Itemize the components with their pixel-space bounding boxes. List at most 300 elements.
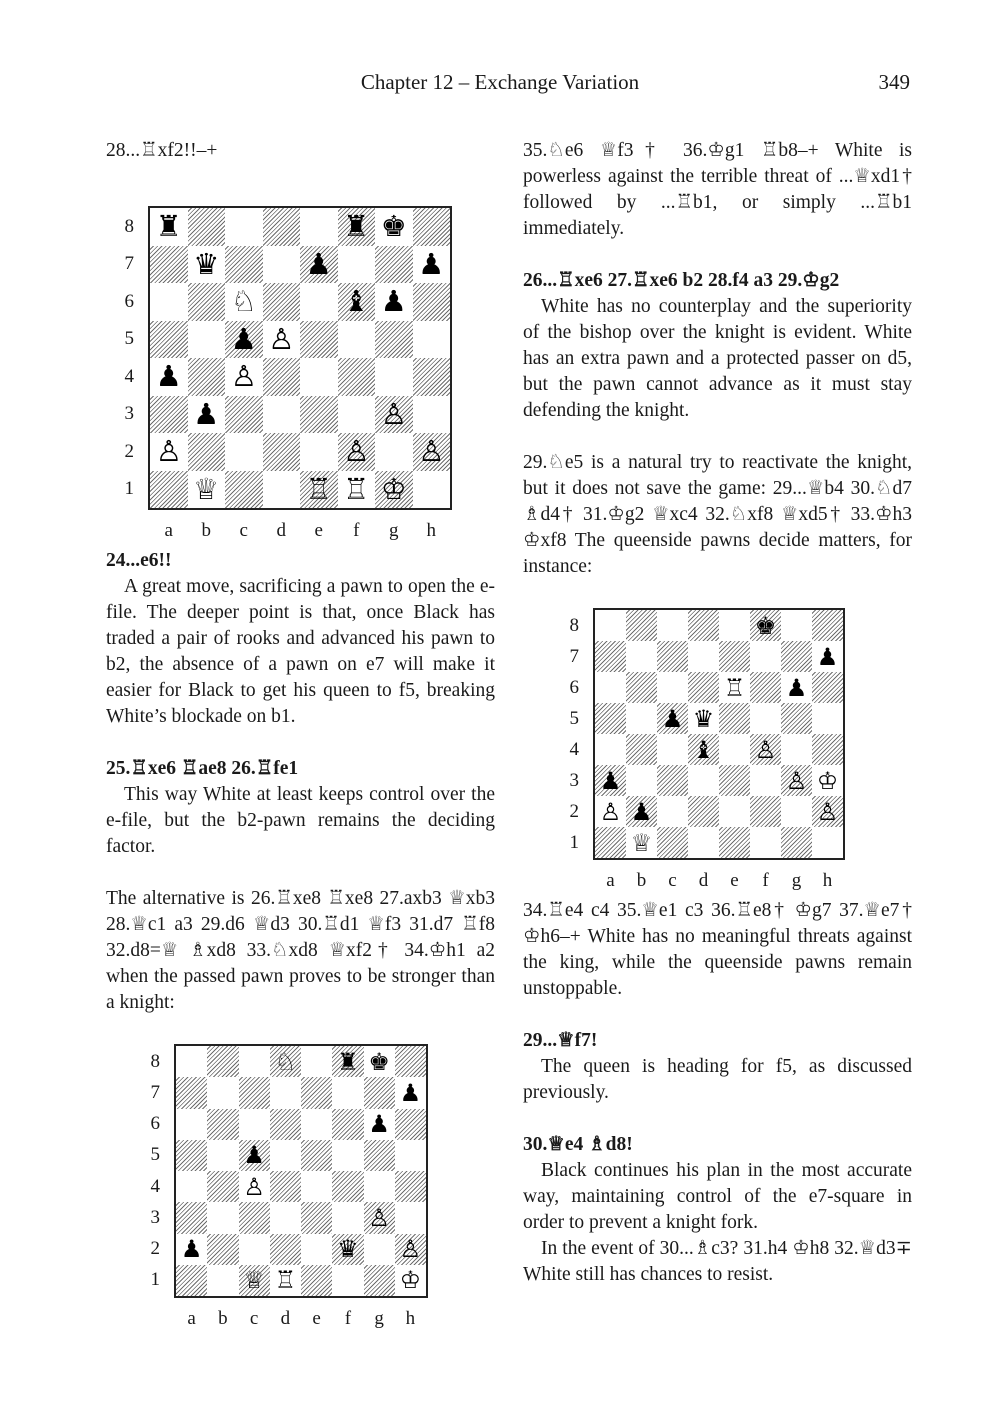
paragraph: The alternative is 26.♖xe8 ♖xe8 27.axb3 ♕xb3 28.♕c1 a3 29.d6 ♕d3 30.♖d1 ♕f3 31.d7 ♖f8 32.d8=♕ ♗xd8 33.♘xd8 ♕xf2† 34.♔h1 a2 when the passed pawn proves to be stronger than a knight: [106, 888, 495, 1013]
board-square-e2 [301, 1234, 332, 1265]
board-square-e5 [719, 703, 750, 734]
board-square-b6 [626, 672, 657, 703]
board-square-b8 [626, 610, 657, 641]
file-label: g [374, 1308, 384, 1329]
move-heading: 30.♕e4 ♗d8! [523, 1134, 633, 1155]
board-square-c3 [239, 1202, 270, 1233]
board-square-f6 [338, 283, 376, 321]
board-square-c8 [657, 610, 688, 641]
board-square-a7 [595, 641, 626, 672]
white-rook-icon: ♖ [305, 471, 332, 506]
board-square-h8 [413, 208, 451, 246]
board-square-h1 [395, 1265, 426, 1296]
board-square-a2 [176, 1234, 207, 1265]
board-square-d3 [688, 765, 719, 796]
board-square-b8 [207, 1046, 238, 1077]
board-square-g7 [375, 246, 413, 284]
board-square-d2 [688, 796, 719, 827]
board-square-a3 [176, 1202, 207, 1233]
board-square-g6 [364, 1109, 395, 1140]
file-label: c [668, 870, 677, 891]
board-square-c4 [657, 734, 688, 765]
board-square-c5 [657, 703, 688, 734]
rank-label: 7 [124, 253, 134, 275]
board-square-g5 [781, 703, 812, 734]
board-square-f4 [750, 734, 781, 765]
paragraph: A great move, sacrificing a pawn to open the e-file. The deeper point is that, once Black has traded a pair of rooks and advanced his pawn to b2, the absence of a pawn on e7 will make it easier for Black to get his queen to f5, breaking White’s blockade on b1. [106, 576, 495, 727]
file-label: a [606, 870, 615, 891]
board-square-b4 [626, 734, 657, 765]
board-square-f1 [750, 827, 781, 858]
white-queen-icon: ♕ [243, 1266, 265, 1295]
board-square-c6 [657, 672, 688, 703]
white-pawn-icon: ♙ [380, 396, 407, 431]
board-square-g4 [364, 1171, 395, 1202]
black-king-icon: ♚ [380, 209, 407, 244]
board-square-h7 [812, 641, 843, 672]
rank-label: 3 [569, 769, 579, 791]
board-square-b6 [188, 283, 226, 321]
black-pawn-icon: ♟ [243, 1141, 265, 1170]
board-square-h2 [413, 433, 451, 471]
rank-label: 2 [124, 440, 134, 462]
black-king-icon: ♚ [368, 1047, 390, 1076]
board-square-f2 [338, 433, 376, 471]
board-square-c8 [225, 208, 263, 246]
board-square-h6 [812, 672, 843, 703]
board-square-a3 [150, 396, 188, 434]
board-square-c7 [239, 1077, 270, 1108]
board-square-a2 [150, 433, 188, 471]
file-label: b [201, 520, 211, 541]
board-square-e1 [301, 1265, 332, 1296]
board-square-d8 [263, 208, 301, 246]
board-square-a8 [150, 208, 188, 246]
board-square-g2 [364, 1234, 395, 1265]
board-square-b5 [207, 1140, 238, 1171]
board-square-e5 [301, 1140, 332, 1171]
board-square-c2 [239, 1234, 270, 1265]
board-square-g6 [375, 283, 413, 321]
left-column [106, 138, 495, 1329]
file-label: b [218, 1308, 228, 1329]
white-pawn-icon: ♙ [599, 797, 622, 826]
board-square-f5 [750, 703, 781, 734]
board-square-c2 [657, 796, 688, 827]
board-square-b4 [188, 358, 226, 396]
board-square-d8 [688, 610, 719, 641]
white-pawn-icon: ♙ [785, 766, 808, 795]
rank-label: 7 [569, 645, 579, 667]
board-square-g3 [375, 396, 413, 434]
file-label: g [389, 520, 399, 541]
board-square-e1 [300, 471, 338, 509]
white-pawn-icon: ♙ [155, 434, 182, 469]
board-square-b3 [207, 1202, 238, 1233]
white-knight-icon: ♘ [230, 284, 257, 319]
board-square-h7 [413, 246, 451, 284]
black-pawn-icon: ♟ [368, 1110, 390, 1139]
white-pawn-icon: ♙ [816, 797, 839, 826]
white-pawn-icon: ♙ [343, 434, 370, 469]
chess-board [148, 206, 452, 510]
white-king-icon: ♔ [380, 471, 407, 506]
board-square-a5 [176, 1140, 207, 1171]
board-square-a6 [176, 1109, 207, 1140]
board-square-b3 [188, 396, 226, 434]
white-pawn-icon: ♙ [418, 434, 445, 469]
board-square-e6 [719, 672, 750, 703]
board-square-g8 [781, 610, 812, 641]
board-square-c1 [657, 827, 688, 858]
board-square-a4 [176, 1171, 207, 1202]
white-king-icon: ♔ [816, 766, 839, 795]
rank-label: 8 [569, 614, 579, 636]
file-label: e [312, 1308, 321, 1329]
board-square-a4 [595, 734, 626, 765]
board-square-g8 [364, 1046, 395, 1077]
board-square-d7 [688, 641, 719, 672]
black-bishop-icon: ♝ [343, 284, 370, 319]
board-square-h2 [812, 796, 843, 827]
rank-label: 3 [150, 1206, 160, 1228]
black-pawn-icon: ♟ [816, 642, 839, 671]
board-square-f5 [338, 321, 376, 359]
board-square-e6 [300, 283, 338, 321]
move-heading: 29...♕f7! [523, 1030, 598, 1051]
paragraph: The queen is heading for f5, as discussed previously. [523, 1056, 912, 1103]
board-square-e8 [301, 1046, 332, 1077]
rank-label: 5 [124, 328, 134, 350]
paragraph: In the event of 30...♗c3? 31.h4 ♔h8 32.♕d3∓ White still has chances to resist. [523, 1238, 912, 1285]
board-square-c5 [225, 321, 263, 359]
chess-diagram-1 [106, 190, 495, 548]
board-square-f3 [750, 765, 781, 796]
board-square-a5 [150, 321, 188, 359]
board-square-b7 [626, 641, 657, 672]
board-square-b4 [207, 1171, 238, 1202]
black-pawn-icon: ♟ [230, 321, 257, 356]
board-square-f2 [332, 1234, 363, 1265]
board-square-b1 [207, 1265, 238, 1296]
rank-label: 1 [124, 478, 134, 500]
board-square-g8 [375, 208, 413, 246]
board-square-b5 [188, 321, 226, 359]
board-square-d2 [263, 433, 301, 471]
black-rook-icon: ♜ [337, 1047, 359, 1076]
rank-label: 5 [150, 1144, 160, 1166]
board-square-a1 [595, 827, 626, 858]
board-square-h5 [395, 1140, 426, 1171]
board-square-h8 [395, 1046, 426, 1077]
board-square-d8 [270, 1046, 301, 1077]
board-square-e4 [300, 358, 338, 396]
board-square-b2 [626, 796, 657, 827]
board-square-a8 [176, 1046, 207, 1077]
board-square-g1 [364, 1265, 395, 1296]
file-label: h [426, 520, 436, 541]
board-square-b1 [626, 827, 657, 858]
rank-label: 3 [124, 403, 134, 425]
white-pawn-icon: ♙ [243, 1172, 265, 1201]
black-queen-icon: ♛ [337, 1235, 359, 1264]
board-square-g5 [375, 321, 413, 359]
board-square-a7 [150, 246, 188, 284]
file-label: f [762, 870, 769, 891]
rank-label: 5 [569, 707, 579, 729]
white-queen-icon: ♕ [630, 828, 653, 857]
board-square-g6 [781, 672, 812, 703]
paragraph: This way White at least keeps control over the e-file, but the b2-pawn remains the deciding factor. [106, 784, 495, 857]
chess-board [174, 1044, 428, 1298]
file-label: e [314, 520, 323, 541]
file-label: h [822, 870, 833, 891]
board-square-a6 [150, 283, 188, 321]
white-rook-icon: ♖ [343, 471, 370, 506]
board-square-d1 [263, 471, 301, 509]
board-square-d5 [688, 703, 719, 734]
board-square-e3 [301, 1202, 332, 1233]
board-square-d1 [688, 827, 719, 858]
rank-label: 6 [124, 290, 134, 312]
board-square-b6 [207, 1109, 238, 1140]
chess-diagram-2 [106, 1016, 495, 1329]
board-square-d6 [688, 672, 719, 703]
board-square-h3 [812, 765, 843, 796]
black-pawn-icon: ♟ [399, 1078, 422, 1107]
black-pawn-icon: ♟ [630, 797, 653, 826]
board-square-d3 [263, 396, 301, 434]
board-square-e7 [301, 1077, 332, 1108]
board-square-c4 [239, 1171, 270, 1202]
board-square-a7 [176, 1077, 207, 1108]
board-square-e4 [301, 1171, 332, 1202]
board-square-c5 [239, 1140, 270, 1171]
paragraph: Black continues his plan in the most accurate way, maintaining control of the e7-square in order to prevent a knight fork. [523, 1160, 912, 1233]
board-square-f6 [332, 1109, 363, 1140]
board-square-h3 [395, 1202, 426, 1233]
move-text: 28...♖xf2!!–+ [106, 140, 218, 161]
board-square-e3 [719, 765, 750, 796]
board-square-b7 [207, 1077, 238, 1108]
chess-board [593, 608, 845, 860]
rank-label: 6 [569, 676, 579, 698]
paragraph: White has no counterplay and the superiority of the bishop over the knight is evident. White has an extra pawn and a protected passer on d5, but the pawn cannot advance as it must stay defending the knight. [523, 296, 912, 421]
board-square-g7 [781, 641, 812, 672]
running-head [0, 70, 1000, 100]
board-square-f5 [332, 1140, 363, 1171]
board-square-e7 [719, 641, 750, 672]
rank-label: 2 [150, 1238, 160, 1260]
board-square-f1 [332, 1265, 363, 1296]
board-square-f3 [338, 396, 376, 434]
file-label: d [276, 520, 286, 541]
board-square-d2 [270, 1234, 301, 1265]
board-square-f8 [750, 610, 781, 641]
board-square-b1 [188, 471, 226, 509]
file-label: f [344, 1308, 352, 1329]
black-pawn-icon: ♟ [599, 766, 622, 795]
rank-label: 7 [150, 1081, 160, 1103]
board-square-d5 [270, 1140, 301, 1171]
file-label: f [353, 520, 360, 541]
board-square-h6 [395, 1109, 426, 1140]
board-square-a1 [176, 1265, 207, 1296]
board-square-c1 [239, 1265, 270, 1296]
file-label: d [280, 1308, 291, 1329]
board-square-f7 [332, 1077, 363, 1108]
board-square-e3 [300, 396, 338, 434]
black-pawn-icon: ♟ [380, 284, 407, 319]
white-king-icon: ♔ [399, 1266, 422, 1295]
board-square-b2 [207, 1234, 238, 1265]
board-square-h1 [413, 471, 451, 509]
white-rook-icon: ♖ [274, 1266, 297, 1295]
rank-label: 6 [150, 1113, 160, 1135]
board-square-f7 [338, 246, 376, 284]
board-square-h8 [812, 610, 843, 641]
black-bishop-icon: ♝ [692, 735, 715, 764]
black-pawn-icon: ♟ [180, 1235, 203, 1264]
black-queen-icon: ♛ [692, 704, 715, 733]
board-square-d3 [270, 1202, 301, 1233]
board-square-c2 [225, 433, 263, 471]
board-square-g2 [375, 433, 413, 471]
board-square-c3 [225, 396, 263, 434]
board-square-a2 [595, 796, 626, 827]
board-square-g7 [364, 1077, 395, 1108]
white-pawn-icon: ♙ [230, 359, 257, 394]
board-square-g1 [375, 471, 413, 509]
board-square-f6 [750, 672, 781, 703]
board-square-g3 [781, 765, 812, 796]
board-square-b5 [626, 703, 657, 734]
white-knight-icon: ♘ [274, 1047, 297, 1076]
black-rook-icon: ♜ [343, 209, 370, 244]
board-square-b3 [626, 765, 657, 796]
board-square-e1 [719, 827, 750, 858]
board-square-h7 [395, 1077, 426, 1108]
board-square-g4 [375, 358, 413, 396]
board-square-h4 [413, 358, 451, 396]
board-square-c6 [225, 283, 263, 321]
page-number: 349 [878, 70, 910, 94]
file-label: g [791, 870, 802, 891]
board-square-c4 [225, 358, 263, 396]
board-square-h5 [413, 321, 451, 359]
file-label: c [239, 520, 248, 541]
board-square-e8 [719, 610, 750, 641]
board-square-e5 [300, 321, 338, 359]
board-square-a1 [150, 471, 188, 509]
board-square-f1 [338, 471, 376, 509]
black-pawn-icon: ♟ [418, 246, 445, 281]
paragraph: 29.♘e5 is a natural try to reactivate the knight, but it does not save the game: 29...♕b4 30.♘d7 ♗d4† 31.♔g2 ♕xc4 32.♘xf8 ♕xd5† 33.♔h3 ♔xf8 The queenside pawns decide matters, for instance: [523, 452, 912, 577]
rank-label: 8 [150, 1050, 160, 1072]
white-pawn-icon: ♙ [268, 321, 295, 356]
chess-diagram-3 [523, 580, 912, 898]
board-square-f4 [338, 358, 376, 396]
board-square-f8 [338, 208, 376, 246]
board-square-a5 [595, 703, 626, 734]
file-label: d [698, 870, 709, 891]
file-label: a [187, 1308, 196, 1329]
chapter-title: Chapter 12 – Exchange Variation [360, 70, 640, 94]
black-rook-icon: ♜ [155, 209, 182, 244]
file-label: b [636, 870, 647, 891]
rank-label: 4 [569, 738, 579, 760]
board-square-g4 [781, 734, 812, 765]
board-square-c3 [657, 765, 688, 796]
white-pawn-icon: ♙ [368, 1203, 390, 1232]
black-queen-icon: ♛ [193, 246, 220, 281]
board-square-d4 [263, 358, 301, 396]
white-rook-icon: ♖ [723, 673, 746, 702]
board-square-c7 [225, 246, 263, 284]
rank-label: 4 [124, 365, 134, 387]
board-square-d6 [263, 283, 301, 321]
board-square-e2 [300, 433, 338, 471]
black-pawn-icon: ♟ [155, 359, 182, 394]
move-heading: 26...♖xe6 27.♖xe6 b2 28.f4 a3 29.♔g2 [523, 270, 840, 291]
board-square-h5 [812, 703, 843, 734]
board-square-c6 [239, 1109, 270, 1140]
board-square-e7 [300, 246, 338, 284]
rank-label: 1 [150, 1269, 160, 1291]
board-square-b7 [188, 246, 226, 284]
board-square-f8 [332, 1046, 363, 1077]
board-square-f7 [750, 641, 781, 672]
board-square-b2 [188, 433, 226, 471]
board-square-d7 [270, 1077, 301, 1108]
board-square-h4 [395, 1171, 426, 1202]
board-square-h3 [413, 396, 451, 434]
board-square-e4 [719, 734, 750, 765]
board-square-f2 [750, 796, 781, 827]
board-square-a4 [150, 358, 188, 396]
board-square-h4 [812, 734, 843, 765]
board-square-d5 [263, 321, 301, 359]
board-square-a3 [595, 765, 626, 796]
rank-label: 1 [569, 831, 579, 853]
board-square-a8 [595, 610, 626, 641]
white-queen-icon: ♕ [193, 471, 220, 506]
board-square-e6 [301, 1109, 332, 1140]
board-square-h1 [812, 827, 843, 858]
board-square-c8 [239, 1046, 270, 1077]
board-square-f4 [332, 1171, 363, 1202]
board-square-e8 [300, 208, 338, 246]
move-heading: 24...e6!! [106, 550, 172, 571]
board-square-f3 [332, 1202, 363, 1233]
file-label: a [164, 520, 173, 541]
board-square-c7 [657, 641, 688, 672]
file-label: e [730, 870, 739, 891]
board-square-a6 [595, 672, 626, 703]
board-square-h6 [413, 283, 451, 321]
file-label: h [405, 1308, 416, 1329]
paragraph: 34.♖e4 c4 35.♕e1 c3 36.♖e8† ♔g7 37.♕e7† ♔h6–+ White has no meaningful threats against the king, while the queenside pawns remain unstoppable. [523, 900, 912, 999]
board-square-c1 [225, 471, 263, 509]
rank-label: 4 [150, 1175, 160, 1197]
board-square-b8 [188, 208, 226, 246]
move-heading: 25.♖xe6 ♖ae8 26.♖fe1 [106, 758, 299, 779]
black-pawn-icon: ♟ [661, 704, 684, 733]
board-square-g3 [364, 1202, 395, 1233]
right-column [523, 138, 912, 1288]
rank-label: 2 [569, 800, 579, 822]
board-square-d4 [270, 1171, 301, 1202]
